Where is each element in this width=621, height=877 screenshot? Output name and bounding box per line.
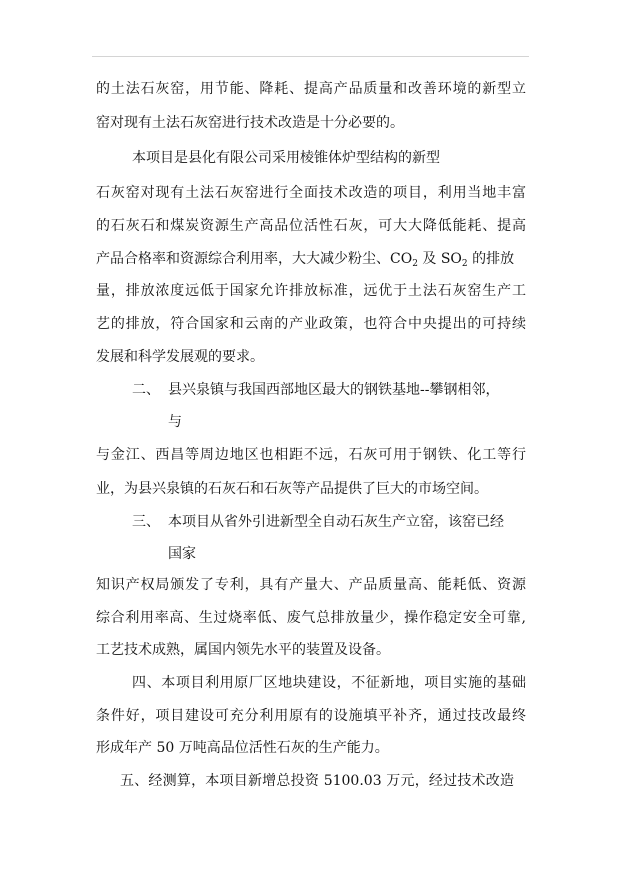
- paragraph-4-line-2: 条件好，项目建设可充分利用原有的设施填平补齐，通过技改最终: [96, 708, 526, 724]
- paragraph-3-line-2: 知识产权局颁发了专利，具有产量大、产品质量高、能耗低、资源: [96, 577, 526, 593]
- paragraph-2-line-2: 与金江、西昌等周边地区也相距不远，石灰可用于钢铁、化工等行: [96, 447, 526, 463]
- paragraph-2-first-line: 县兴泉镇与我国西部地区最大的钢铁基地--攀钢相邻，: [168, 382, 500, 398]
- paragraph-1-line-4: [96, 250, 514, 268]
- paragraph-3-wrap: 国家: [168, 546, 196, 562]
- text-run: 的排放: [467, 251, 515, 267]
- paragraph-3-first-line: 本项目从省外引进新型全自动石灰生产立窑，该窑已经: [168, 514, 504, 530]
- intro-line-2: 窑对现有土法石灰窑进行技术改造是十分必要的。: [96, 115, 404, 131]
- paragraph-3-number: 三、: [132, 514, 160, 530]
- paragraph-4-line-3: 形成年产 50 万吨高品位活性石灰的生产能力。: [96, 740, 389, 756]
- paragraph-1-line-7: 发展和科学发展观的要求。: [96, 349, 264, 365]
- paragraph-1-line-5: 量，排放浓度远低于国家允许排放标准，远优于土法石灰窑生产工: [96, 283, 526, 299]
- text-run: 及 SO: [417, 251, 462, 267]
- paragraph-1-line-3: 的石灰石和煤炭资源生产高品位活性石灰，可大大降低能耗、提高: [96, 218, 526, 234]
- paragraph-2-wrap: 与: [168, 414, 182, 430]
- header-rule: [92, 56, 529, 57]
- paragraph-1-line-2: 石灰窑对现有土法石灰窑进行全面技术改造的项目，利用当地丰富: [96, 185, 526, 201]
- text-run: 产品合格率和资源综合利用率，大大减少粉尘、CO: [96, 251, 413, 267]
- paragraph-1-first-line: 本项目是县化有限公司采用棱锥体炉型结构的新型: [132, 150, 440, 166]
- paragraph-2-number: 二、: [132, 382, 160, 398]
- so2-subscript: 2: [461, 259, 468, 269]
- paragraph-1-line-6: 艺的排放，符合国家和云南的产业政策，也符合中央提出的可持续: [96, 316, 526, 332]
- paragraph-2-line-3: 业，为县兴泉镇的石灰石和石灰等产品提供了巨大的市场空间。: [96, 481, 488, 497]
- intro-line-1: 的土法石灰窑，用节能、降耗、提高产品质量和改善环境的新型立: [96, 81, 526, 97]
- paragraph-5-first-line: 五、经测算，本项目新增总投资 5100.03 万元，经过技术改造: [120, 773, 514, 789]
- paragraph-4-first-line: 四、本项目利用原厂区地块建设，不征新地，项目实施的基础: [132, 675, 526, 691]
- paragraph-3-line-3: 综合利用率高、生过烧率低、废气总排放量少，操作稳定安全可靠,: [96, 610, 526, 626]
- paragraph-3-line-4: 工艺技术成熟，属国内领先水平的装置及设备。: [96, 642, 390, 658]
- co2-subscript: 2: [412, 259, 418, 269]
